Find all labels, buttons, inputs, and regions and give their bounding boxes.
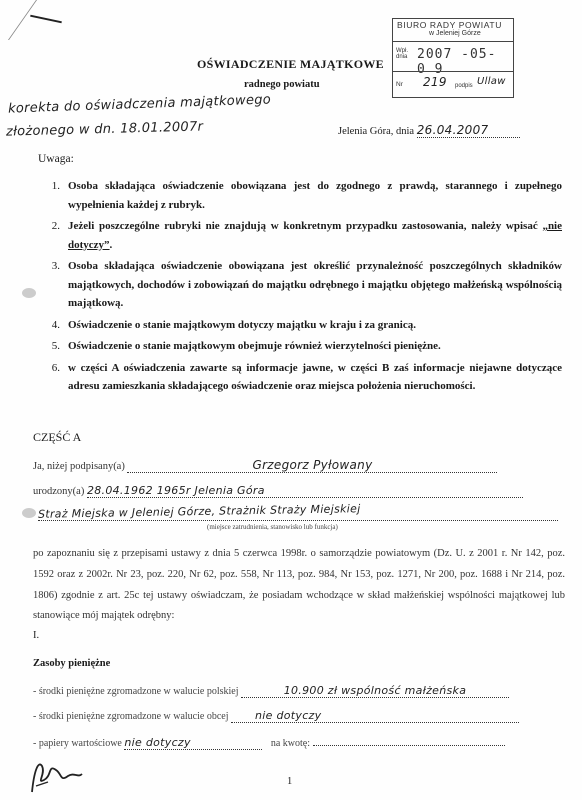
document-title: OŚWIADCZENIE MAJĄTKOWE xyxy=(197,57,384,71)
document-subtitle: radnego powiatu xyxy=(244,79,320,90)
declaration-paragraph: po zapoznaniu się z przepisami ustawy z dnia 5 czerwca 1998r. o samorządzie powiatowym (Dz. U. z 2001 r. Nr 142, poz. 1592 oraz z 2002r. Nr 23, poz. 220, Nr 62, poz. 558, Nr 113, poz. 984, Nr 153, poz. 1271, Nr 200, poz. 1688 i Nr 214, poz. 1806) zgodnie z art. 25c tej ustawy oświadczam, że posiadam wchodzące w skład małżeńskiej wspólności majątkowej lub stanowiące mój majątek odrębny: xyxy=(33,548,565,622)
securities-label: - papiery wartościowe xyxy=(33,738,122,749)
pen-mark xyxy=(30,15,62,24)
stamp-received-date: 2007 -05- 0 9 xyxy=(417,47,497,77)
born-label: urodzony(a) xyxy=(33,486,85,497)
notice-list xyxy=(40,177,562,399)
receipt-stamp xyxy=(392,18,514,98)
place-date-value: 26.04.2007 xyxy=(417,123,520,138)
folded-corner xyxy=(0,0,37,40)
list-item: 4. Oświadczenie o stanie majątkowym dotyczy majątku w kraju i za granicą. xyxy=(51,318,416,331)
list-item: 3. Osoba składająca oświadczenie obowiązana jest określić przynależność poszczególnych składników majątkowych, dochodów i zobowiązań do majątku odrębnego i majątku objętego małżeńską wspólnością majątkową. xyxy=(51,260,562,309)
stamp-office: BIURO RADY POWIATU xyxy=(397,20,502,30)
amount-value xyxy=(313,745,505,746)
name-value: Grzegorz Pyłowany xyxy=(127,458,497,473)
handwritten-correction-line2: złożonego w dn. 18.01.2007r xyxy=(5,119,204,140)
stamp-signature-label: podpis xyxy=(455,83,473,89)
list-item: 5. Oświadczenie o stanie majątkowym obejmuje również wierzytelności pieniężne. xyxy=(51,340,441,352)
employment-line xyxy=(38,520,558,521)
handwritten-correction-line1: korekta do oświadczenia majątkowego xyxy=(7,92,272,117)
amount-label: na kwotę: xyxy=(270,738,311,749)
foreign-label: - środki pieniężne zgromadzone w walucie obcej xyxy=(33,711,229,722)
name-row xyxy=(33,458,497,473)
pln-value: 10.900 zł wspólność małżeńska xyxy=(241,684,509,698)
stamp-number-value: 219 xyxy=(423,75,447,89)
notice-heading: Uwaga: xyxy=(38,153,74,165)
born-row xyxy=(33,484,523,498)
page-number: 1 xyxy=(287,776,293,787)
stamp-received-label: Wpł. dnia xyxy=(396,48,408,60)
list-item: 6. w części A oświadczenia zawarte są informacje jawne, w części B zaś informacje niejawne dotyczące adresu zamieszkania składającego oświadczenie oraz miejsca położenia nieruchomości. xyxy=(51,361,562,392)
name-label: Ja, niżej podpisany(a) xyxy=(33,461,125,472)
foreign-value: nie dotyczy xyxy=(231,709,519,723)
stamp-location: w Jeleniej Górze xyxy=(429,30,481,37)
pln-label: - środki pieniężne zgromadzone w walucie polskiej xyxy=(33,686,239,697)
employment-caption: (miejsce zatrudnienia, stanowisko lub funkcja) xyxy=(207,523,338,531)
pln-row xyxy=(33,684,509,698)
section-a-heading: CZĘŚĆ A xyxy=(33,430,82,444)
signature-initials xyxy=(26,752,86,797)
scan-smudge xyxy=(22,288,36,298)
zasoby-heading: Zasoby pieniężne xyxy=(33,658,111,669)
scan-smudge xyxy=(22,508,36,518)
section-roman-numeral: I. xyxy=(33,630,40,641)
list-item: 2. Jeżeli poszczególne rubryki nie znajdują w konkretnym przypadku zastosowania, należy wpisać „nie dotyczy”. xyxy=(51,220,562,251)
securities-row xyxy=(33,736,505,750)
list-item: 1. Osoba składająca oświadczenie obowiązana jest do zgodnego z prawdą, starannego i zupełnego wypełnienia każdej z rubryk. xyxy=(51,180,562,211)
securities-value: nie dotyczy xyxy=(124,736,262,750)
stamp-signature: Ullaw xyxy=(477,76,506,87)
place-date xyxy=(338,123,520,138)
stamp-number-label: Nr xyxy=(396,81,403,88)
place-date-label: Jelenia Góra, dnia xyxy=(338,126,415,137)
foreign-row xyxy=(33,709,519,723)
employment-value: Straż Miejska w Jeleniej Górze, Strażnik Straży Miejskiej xyxy=(37,502,361,521)
born-value: 28.04.1962 1965r Jelenia Góra xyxy=(87,484,523,498)
